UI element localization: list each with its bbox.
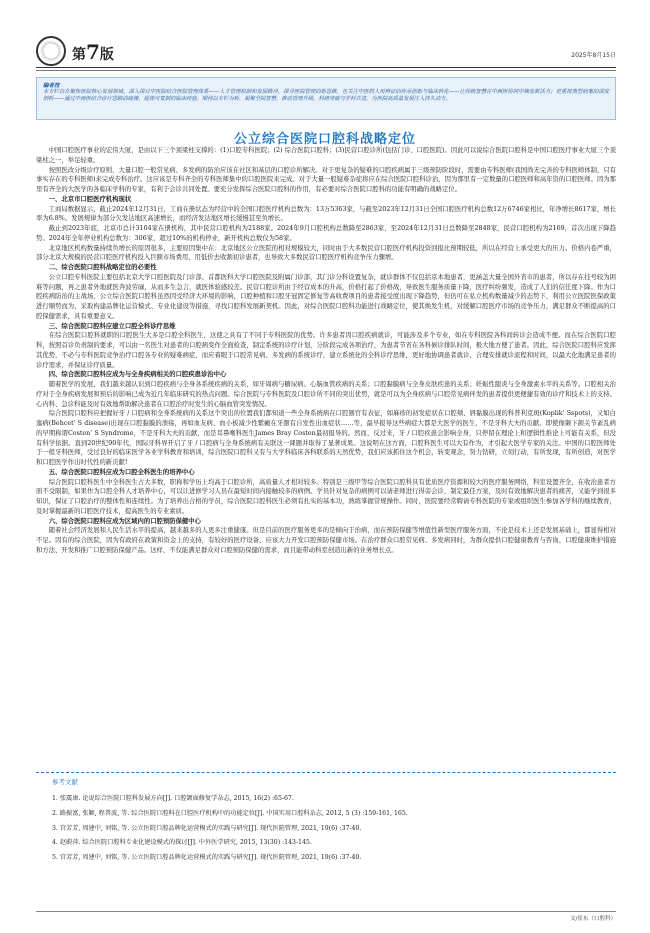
section-heading: 二、综合医院口腔科战略定位的必要性 [48,264,157,271]
page-header [0,0,650,62]
section-heading: 四、综合医院口腔科应成为与全身疾病相关的口腔疾患诊治中心 [48,371,227,379]
issue-number: 7 [86,40,100,64]
article-body [36,146,616,556]
reference-item: 5. 宫芳芳, 周建中, 刘铭, 等. 公立医院口腔品牌化运营模式的实践与研究[J]. 现代医院管理, 2021, 19(6) :37-40. [52,854,362,862]
paragraph: 按照医改分级诊疗原则，大量口腔一般常见病、多发病的防治应该在社区和基层的口腔诊所解决。对于更复杂的疑难的口腔疾病属于三级预防阶段时，需要由专科医师(我国尚无完善的专科医师体制，只有事实存在的专科医师)来完成专科治疗。这应该是专科齐全的专科医师集中的口腔医院来完成。对于大量一般疑难杂症将应在综合医院口腔科诊治，因为那里有一定数量的口腔医师和高年资的口腔医师。因为那里有齐全的大医学的各临床学科的专家，有利于会诊共同处置。要充分发挥综合医院口腔科的作用，有必要对综合医院口腔科的功能有明确的战略定位。 [36,166,616,193]
footer-rule [36,911,616,912]
paragraph: 北京地区机构数量持续负增长的原因很多，主要原因集中在：北京地区公立医院的相对规模较大，同时由于大多数民营口腔医疗机构投资回报比预期较低，所以在经营上承受更大的压力。价格内卷严重，部分北京大规模的民营口腔医疗机构投入巨额市场费用，用低价去收割初诊患者，也导致大多数民营口腔医疗机构竞争压力骤增。 [36,244,616,262]
issue-date: 2025年8月15日 [571,52,616,59]
paragraph: 工商局数据显示，截止2024年12月31日，工商在册状态为经营中的全国口腔医疗机构总数为：13万5363家，与截至2023年12月31日全国口腔医疗机构总数12万6746家相比，年净增长8617家，增长率为6.8%。发展规律为部分欠发达地区高速增长，而经济发达地区增长缓慢甚至负增长。 [36,205,616,223]
paragraph: 在综合医院口腔科就职的口腔医生大多是口腔全科医生，这使之具有了不同于专科医院的优势。许多患者因口腔疾病就诊，可能涉及多个专业，如在专科医院各科间转诊会造成不便。而在综合医院口腔科，按照首诊负责制的要求，可以由一名医生对患者的口腔病变作全面检查，制定系统的诊疗计划，分阶段完成各项治疗，为患者节省在各科候诊排队时间，极大地方便了患者。因此，综合医院口腔科应发挥其优势，不必与专科医院竞争治疗口腔各专业的疑难病症，而应着眼于口腔常见病、多发病的系统诊疗，建立系统化的全科诊疗思维，更好地协调患者就诊、合理安排就诊流程和时间，以最大化地满足患者的诊疗需求，并保证诊疗质量。 [36,332,616,369]
header-rule-thin [36,70,616,71]
article-title: 公立综合医院口腔科战略定位 [233,132,416,147]
hospital-logo [36,36,66,66]
issue-prefix: 第 [72,47,86,63]
references-list [52,792,612,866]
issue-suffix: 版 [99,47,114,63]
reference-item: 4. 赵蔚萍. 综合医院口腔科专业化建设模式的探讨[J]. 中外医学研究, 2015, 13(30) :143-145. [52,839,312,847]
paragraph: 随着社会经济发展和人民生活水平的提高，越来越多的人更多注重健康。但是目前的医疗服务更多的是倾向于治病，而在预防保健等增值性新型医疗服务方面，不论是技术上还是发展基础上，都显得相对不足。因有的综合医院，因为有政府在政策和资金上的支持，有较好的医疗设备，应该大力开发口腔预防保健市场。在治疗群众口腔常见病、多发病同时，为群众提供口腔健康教育与咨询、口腔健康维护措施和方法、开发和推广口腔预防保健产品。这样，不仅能满足群众对口腔预防保健的需求，而且能带动科室创造出新的业务增长点。 [36,527,616,554]
paragraph: 综合医院口腔科应把握好牙 / 口腔病和全身系统病的关系这个突出的位置我们都知道一些全身系统病在口腔器官有表征，如麻疹的初发症状在口腔颊、唇黏膜出现的科普利克斑(Koplik’ Sspots)，又如白塞病(Behcet’ S disease)出现在口腔黏膜的溃疡，再如血友病、血小板减少性紫癜在牙龈有自发性出血症状……等，最早报导这些病症大都是大医学的医生，不是牙科大夫的贡献。即使像颞下颌关节紊乱病的早期称谓Costen’ S Syndrome，不是牙科大夫的贡献，而是耳鼻喉科医生James Bray Costen最初报导的。然而，反过来，牙 / 口腔疾患会影响全身，只停留在理论上和逻辑性推论上可能有关系，但没有科学依据。直到20世纪90年代，国际牙科界开启了牙 / 口腔病与全身系统病有关联这一课题并取得了显著成果。这说明在这方面，口腔科医生可以大有作为，才引起大医学专家的关注。中国的口腔医师处于一般牙科医师，受过良好的临床医学各业学科教育和培训，综合医院口腔科又有与大学科临床各科联系的天然优势，我们应该抓住这个机会，转变观念，努力钻研，立刻行动，有所发现，有所创造，对医学和口腔医学作出时代性的新贡献! [36,410,616,466]
section-heading: 六、综合医院口腔科应成为区域内的口腔预防保健中心 [48,517,201,525]
issue-label [72,40,114,64]
editor-note-text: 本专栏旨在聚焦医院核心发展领域，深入探讨中医院结合医院管理体系——人才管理机制和发展路径，探寻医院管理的新思维，也关注中医药人用辨证的传承创新与临床转化——让传统智慧在中西医协同中焕发新活力；更重视典型病案的深度剖析——通过中西医结合诊疗思路的碰撞，提炼可复制的临床经验。期待以专栏为桥，凝聚全院智慧，推动管理升级，科研突破与学科共进，为医院高质量发展注入持久动力。 [43,89,609,103]
editor-note-label: 编者按 [43,83,60,89]
reference-item: 3. 宫芳芳, 周建中, 刘铭, 等. 公立医院口腔品牌化运营模式的实践与研究[J]. 现代医院管理, 2021, 19(6) :37-40. [52,824,362,832]
paragraph: 截止到2023年底，北京市总计3104家在册机构，其中民营口腔机构为2188家。2024年9月口腔机构总数降至2863家，至2024年12月31日总数降至2848家，民营口腔机构为2169，首次出现下降趋势。2024年全年停业机构总数为：306家，超过10%的机构停业，新开机构总数仅为58家。 [36,225,616,242]
section-heading: 五、综合医院口腔科应成为口腔全科医生的培养中心 [48,468,195,476]
references-divider [36,772,616,773]
section-heading: 三、综合医院口腔科应建立口腔全科诊疗思维 [48,322,176,330]
paragraph: 综合医院口腔科医生中全科医生占大多数，职称和学历上均高于口腔诊所，高质量人才相对较多。特别是三级甲等综合医院口腔科具有优质医疗资源和较大的医疗服务网络，科室设置齐全，在收治患者方面不受限制，如果作为口腔全科人才培养中心，可以让进修学习人员在最短时间内接触较多的病例。学员针对复杂的病例可以请老师进行得旁会诊，制定最佳方案，及时有效地解决患者的痛苦，又能学到很多知识，保证了口腔治疗的整体性和连续性。为了培养出合格的学员，综合医院口腔科医生必须有扎实的基本功，熟练掌握常规操作。同时，医院要经常聘请专科医院的专家或组织医生参加各学科的继续教育，及时掌握最新的口腔医疗技术，提高医生的专业素质。 [36,478,616,515]
author-byline: 文/崔东（口腔科） [570,916,616,922]
paragraph: 随着医学的发展，我们越来越认识到口腔疾病与全身各系统疾病的关系，如牙周病与糖尿病、心脑血管疾病的关系；口腔黏膜病与全身皮肤疾患的关系；妊娠性龈炎与全身激素水平的关系等。口腔相关治疗对于全身疾病发展和预后的影响已成为近几年临床研究的热点问题。综合医院与专科医院及口腔诊所不同的突出优势，就是可以为全身疾病与口腔常见病伴发的患者提供更便捷有效的诊疗和技术上的支持。心内科、急诊科能及时有效地帮助解决患者在口腔治疗时发生的心脑血管突发情况。 [36,381,616,408]
editor-note-box [36,77,616,120]
references-title: 参考文献 [52,778,78,786]
paragraph: 公立口腔专科医院主要包括北京大学口腔医院及门诊部、首都医科大学口腔医院及附属门诊部，其门诊分科设置复杂，就诊群体不仅包括京本地患者，更涵盖大量全国外省市的患者，所以存在挂号较为困难等问题，再之患者外地就医奔波劳碌，从而多生急言，就医体验感较差。民营口腔诊所由于经营成本的升高，价格打起了价格战，导致医生服务质量下降，医疗纠纷频发，造成了人们的信任度下降。作为口腔疾病防治的主战场，公立综合医院口腔科虽然因受经济大环境的影响，口腔种植和口腔牙冠固定修复等高收费项目的患者接受度出现下降趋势，但仍可在私立机构数量减少的态势下，利用公立医院医保政策进行顺势而为，采取构建品牌化运营模式、专业化建设等措施，寻找口腔科发展新契机。因此，对综合医院口腔科功能进行战略定位，使其焕发生机，对缓解口腔医疗市场的竞争压力，满足群众不断提高的口腔保健需求，具有重要意义。 [36,273,616,320]
reference-item: 2. 路振富, 张颖, 程普波, 等. 综合医院口腔科在口腔医疗机构中的功能定位[J]. 中国实用口腔科杂志, 2012, 5 (3) :159-161, 165. [52,809,408,817]
header-rule [36,67,616,68]
paragraph: 中国口腔医疗事业的宏伟大厦，是由以下三个顶梁柱支撑的：(1)口腔专科医院；(2) 综合医院口腔科；(3)民营口腔诊所(包括门诊、口腔医院)。因此可以说综合医院口腔科是中国口腔医疗事业大厦三个顶梁柱之一，举足轻重。 [36,147,616,164]
reference-item: 1. 张震康. 论说综合医院口腔科发展方向[J]. 口腔颌面修复学杂志, 2015, 16(2) :65-67. [52,795,294,802]
section-heading: 一、北京市口腔医疗机构现状 [48,195,132,203]
